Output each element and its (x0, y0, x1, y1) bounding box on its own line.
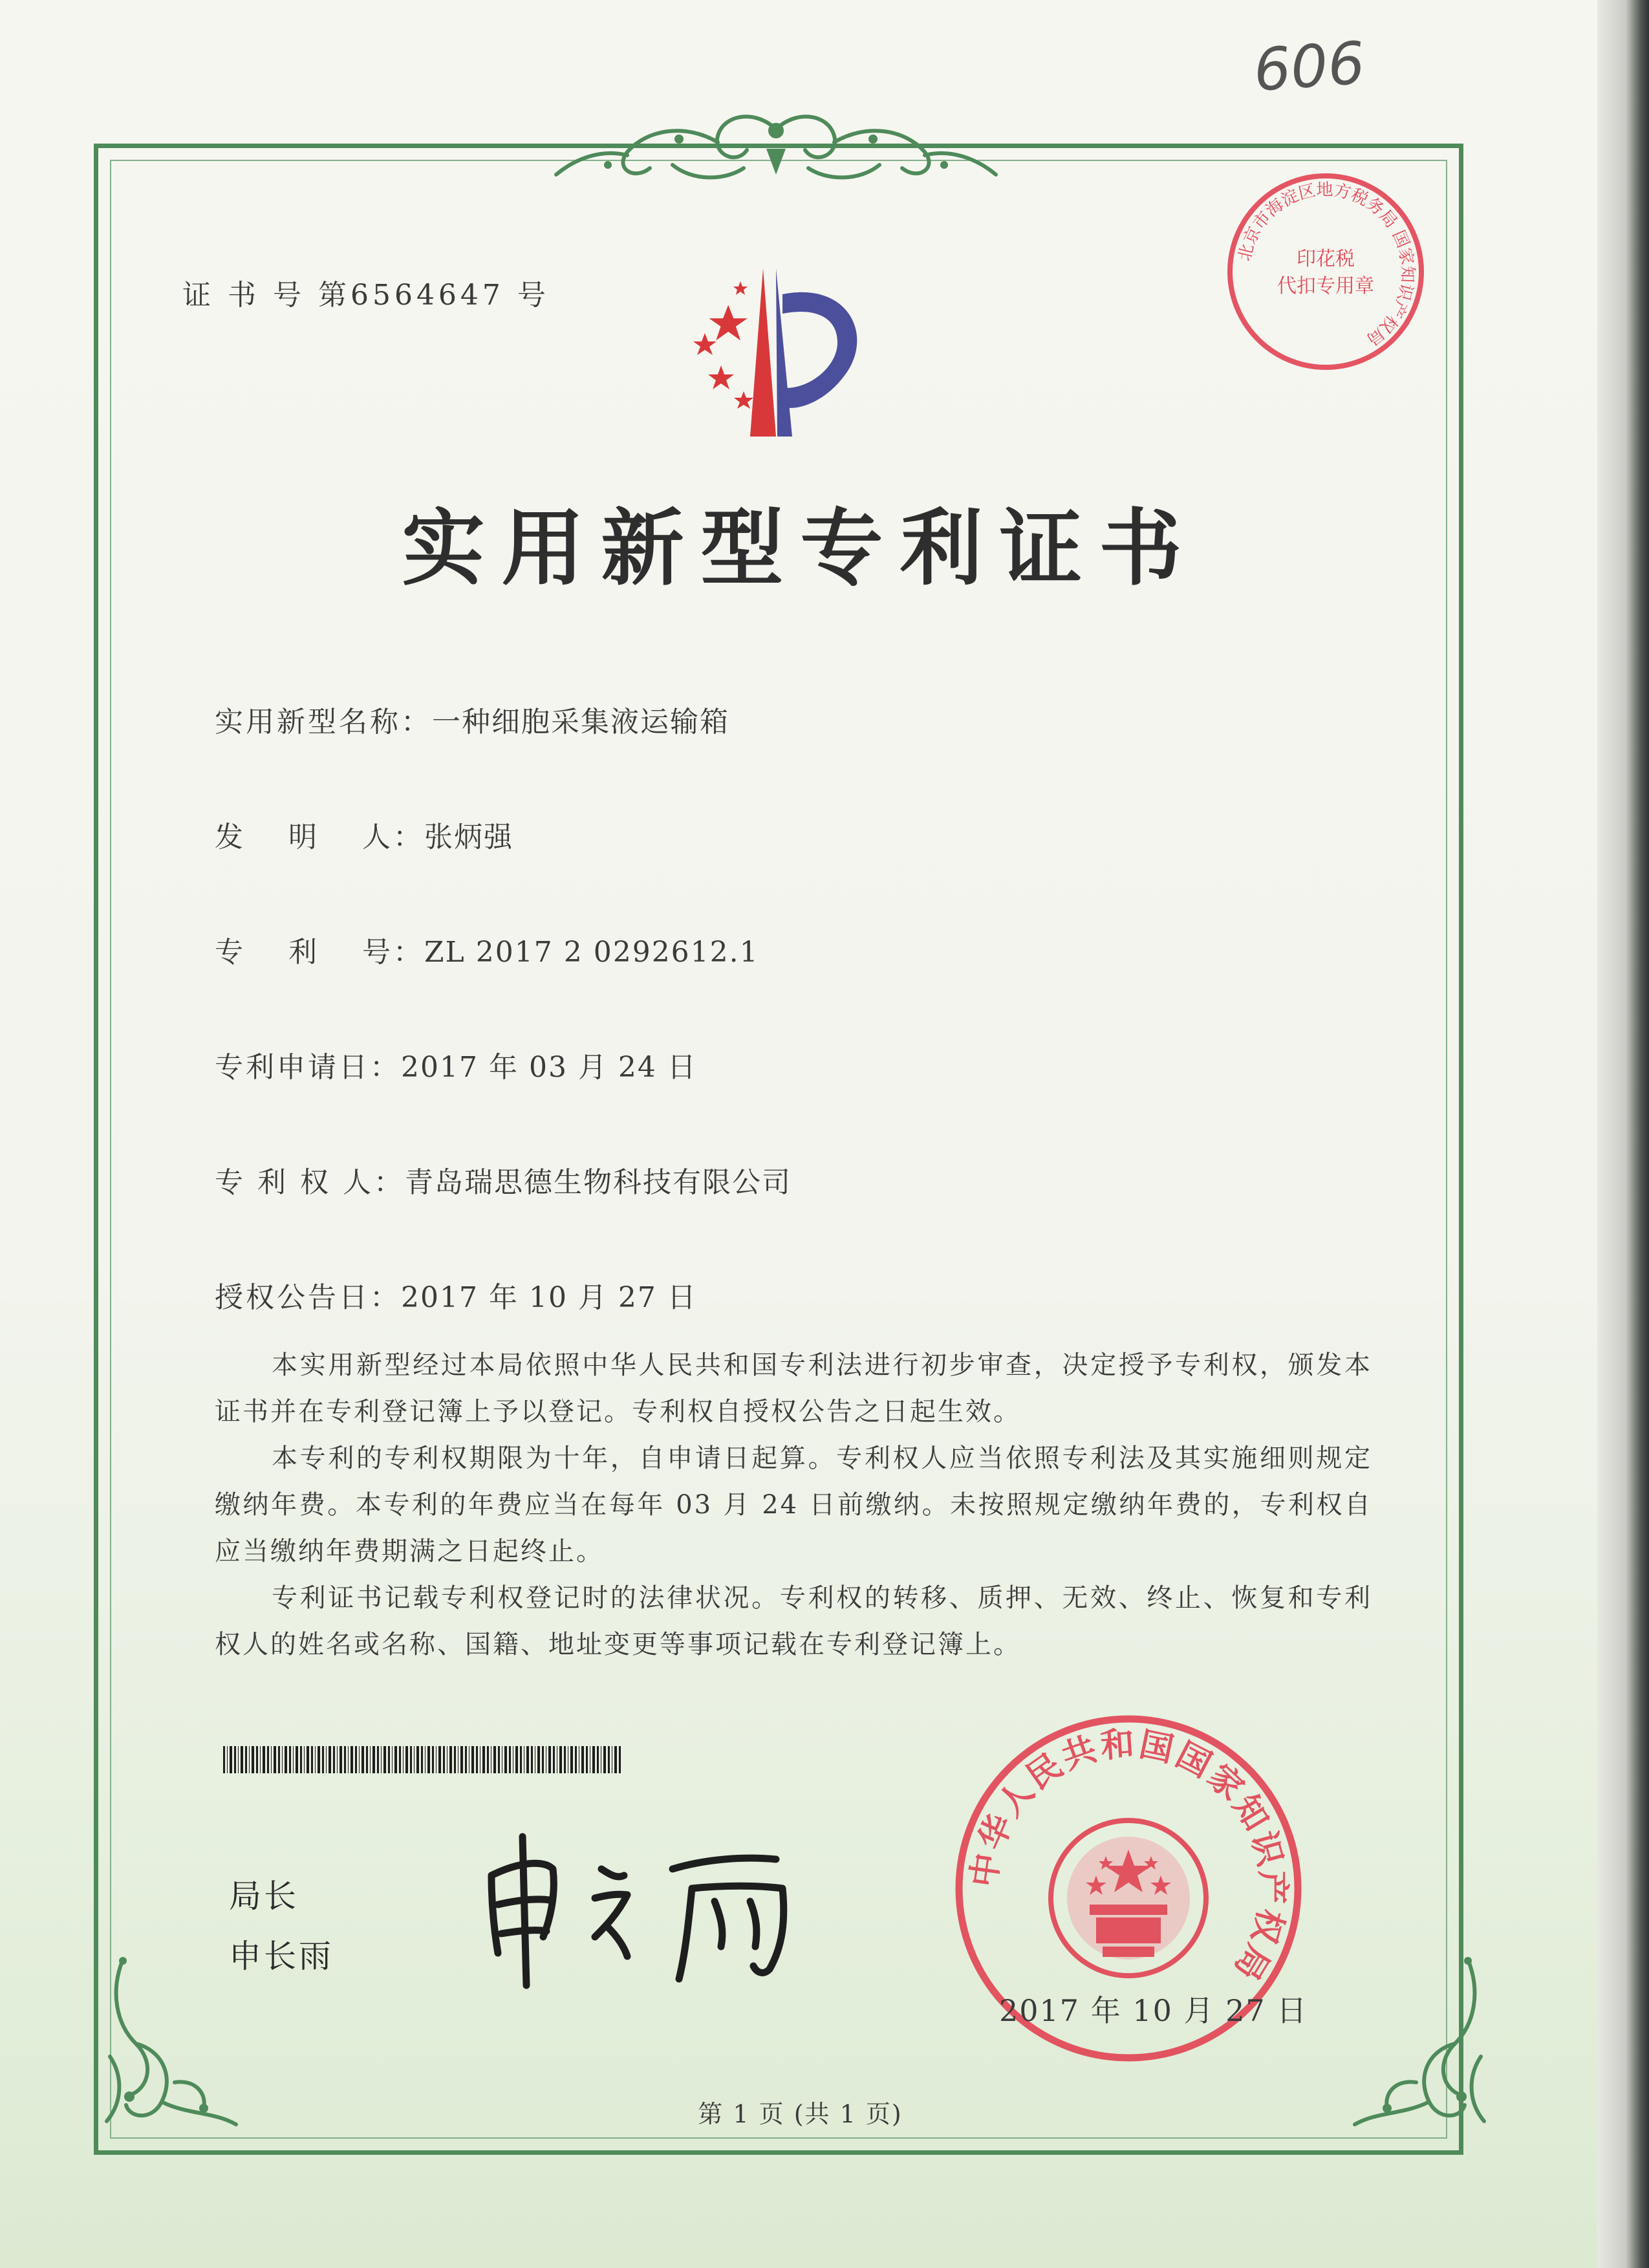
field-patentee (215, 1159, 792, 1200)
field-label: 实用新型名称： (215, 706, 432, 739)
tax-stamp (1222, 168, 1429, 375)
tax-stamp-ring-text: 北京市海淀区地方税务局 国家知识产权局 (1234, 180, 1417, 349)
field-label: 专 利 权 人： (215, 1166, 405, 1199)
field-value: 2017 年 03 月 24 日 (401, 1051, 697, 1084)
body-paragraph: 本实用新型经过本局依照中华人民共和国专利法进行初步审查，决定授予专利权，颁发本证书并在专利登记簿上予以登记。专利权自授权公告之日起生效。 (215, 1350, 1372, 1427)
field-value: ZL 2017 2 0292612.1 (424, 936, 759, 969)
field-inventor (215, 814, 513, 855)
certificate-number: 证 书 号 第6564647 号 (182, 279, 550, 312)
field-application-date (215, 1044, 697, 1085)
field-grant-date (215, 1274, 697, 1315)
field-patent-number (215, 929, 759, 970)
body-paragraph: 本专利的专利权期限为十年，自申请日起算。专利权人应当依照专利法及其实施细则规定缴纳年费。本专利的年费应当在每年 03 月 24 日前缴纳。未按照规定缴纳年费的，专利权自应当缴纳年费期满之日起终止。 (215, 1443, 1372, 1566)
body-paragraph: 专利证书记载专利权登记时的法律状况。专利权的转移、质押、无效、终止、恢复和专利权人的姓名或名称、国籍、地址变更等事项记载在专利登记簿上。 (215, 1583, 1372, 1659)
field-label: 专 利 号： (215, 936, 424, 969)
handwritten-note: 606 (1251, 29, 1368, 105)
top-ornament (543, 103, 1009, 194)
page-footer: 第 1 页 (共 1 页) (698, 2100, 903, 2128)
field-value: 张炳强 (424, 821, 513, 854)
barcode (223, 1746, 621, 1773)
director-title: 局长 (229, 1877, 299, 1915)
field-value: 青岛瑞思德生物科技有限公司 (404, 1166, 792, 1199)
scan-edge-shadow (1597, 0, 1649, 2268)
field-label: 授权公告日： (215, 1281, 401, 1314)
certificate-title: 实用新型专利证书 (402, 500, 1199, 597)
field-label: 专利申请日： (215, 1051, 401, 1084)
issue-date: 2017 年 10 月 27 日 (999, 1993, 1308, 2028)
official-seal-ring-text: 中华人民共和国国家知识产权局 (964, 1724, 1292, 1989)
director-name: 申长雨 (229, 1938, 334, 1975)
field-value: 一种细胞采集液运输箱 (432, 706, 729, 739)
field-utility-model-name (215, 698, 729, 740)
certificate-body (215, 1342, 1372, 1668)
tax-stamp-line-2: 代扣专用章 (1277, 275, 1374, 297)
patent-office-logo (653, 255, 912, 449)
field-label: 发 明 人： (215, 821, 424, 854)
director-signature (479, 1824, 815, 1992)
field-value: 2017 年 10 月 27 日 (401, 1281, 697, 1314)
tax-stamp-line-1: 印花税 (1297, 248, 1355, 270)
national-emblem (1051, 1820, 1206, 1976)
